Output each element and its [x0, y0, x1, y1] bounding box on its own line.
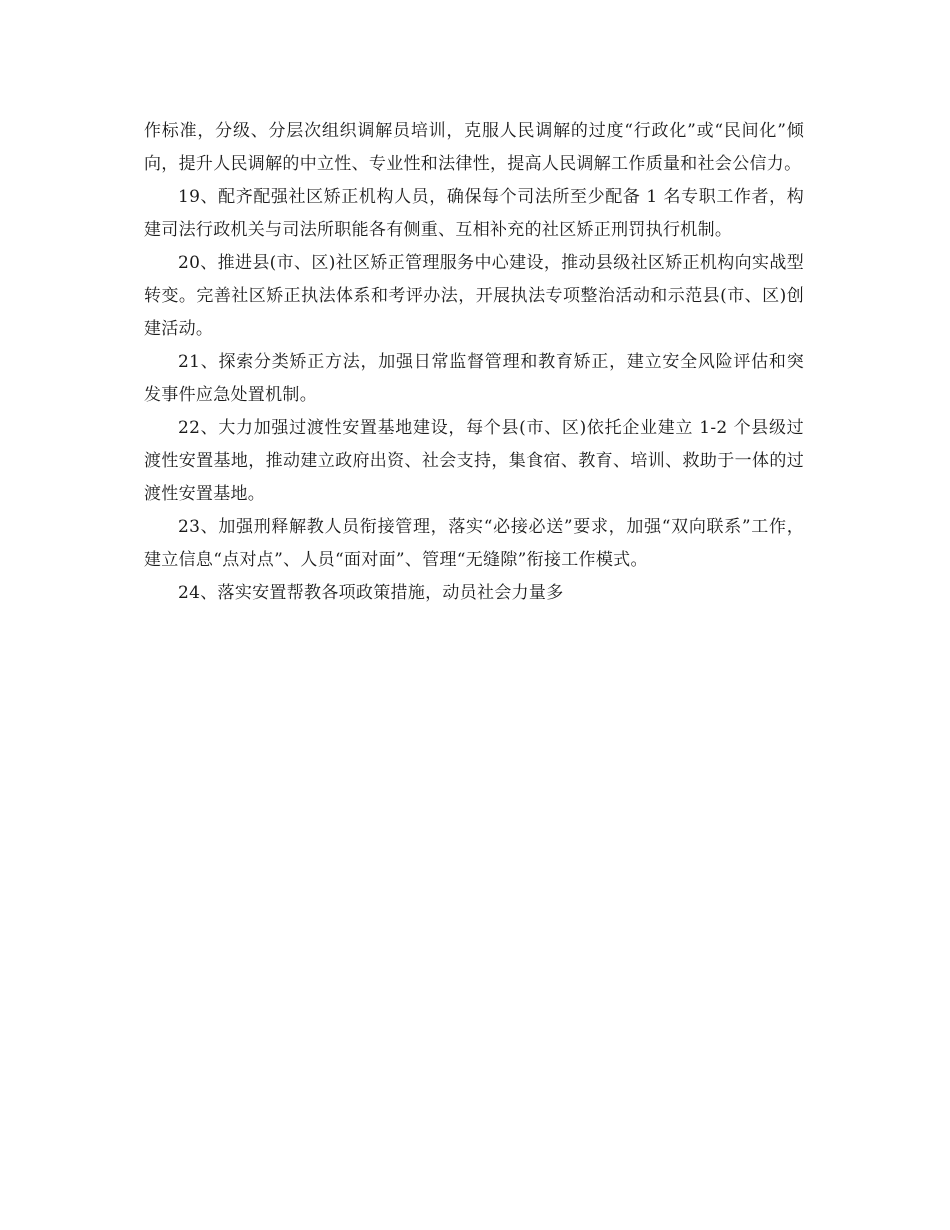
- paragraph-item-23: 23、加强刑释解教人员衔接管理，落实“必接必送”要求，加强“双向联系”工作，建立信息“点对点”、人员“面对面”、管理“无缝隙”衔接工作模式。: [144, 517, 804, 570]
- paragraph-item-21: 21、探索分类矫正方法，加强日常监督管理和教育矫正，建立安全风险评估和突发事件应急处置机制。: [144, 352, 804, 405]
- paragraph-item-22: 22、大力加强过渡性安置基地建设，每个县(市、区)依托企业建立 1-2 个县级过渡性安置基地，推动建立政府出资、社会支持，集食宿、教育、培训、救助于一体的过渡性安置基地。: [144, 418, 804, 504]
- paragraph-item-19: 19、配齐配强社区矫正机构人员，确保每个司法所至少配备 1 名专职工作者，构建司法行政机关与司法所职能各有侧重、互相补充的社区矫正刑罚执行机制。: [144, 187, 804, 240]
- paragraph-item-24: 24、落实安置帮教各项政策措施，动员社会力量多: [178, 583, 564, 603]
- paragraph-continued: 作标准，分级、分层次组织调解员培训，克服人民调解的过度“行政化”或“民间化”倾向，提升人民调解的中立性、专业性和法律性，提高人民调解工作质量和社会公信力。: [144, 121, 804, 174]
- document-body: [144, 115, 804, 610]
- paragraph-item-20: 20、推进县(市、区)社区矫正管理服务中心建设，推动县级社区矫正机构向实战型转变。完善社区矫正执法体系和考评办法，开展执法专项整治活动和示范县(市、区)创建活动。: [144, 253, 804, 339]
